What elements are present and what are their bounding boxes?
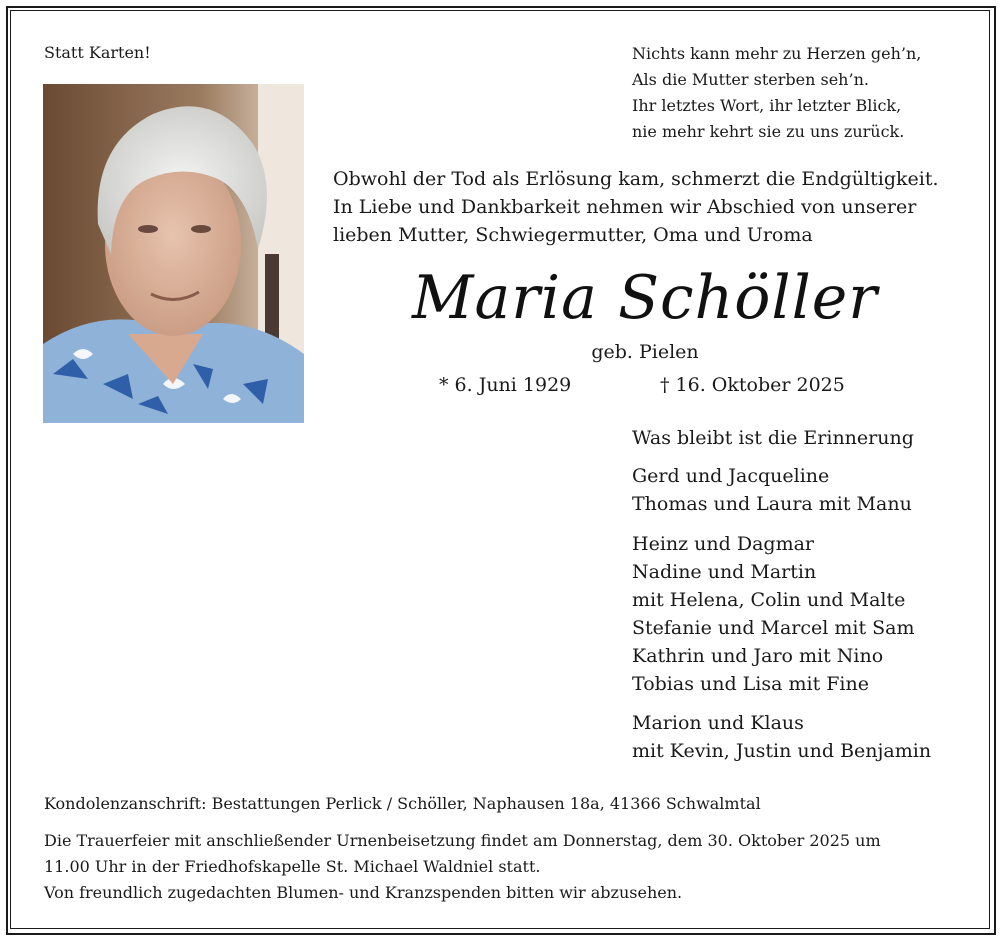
family-line: Thomas und Laura mit Manu	[632, 493, 912, 515]
intro-line: In Liebe und Dankbarkeit nehmen wir Abschied von unserer	[333, 196, 917, 218]
condolence-address: Kondolenzanschrift: Bestattungen Perlick / Schöller, Naphausen 18a, 41366 Schwalmtal	[44, 794, 761, 813]
birth-name: geb. Pielen	[591, 341, 699, 363]
intro-text	[333, 165, 939, 249]
poem-line: Nichts kann mehr zu Herzen geh’n,	[632, 44, 922, 63]
poem	[632, 41, 921, 145]
family-line: Kathrin und Jaro mit Nino	[632, 645, 884, 667]
family-line: Stefanie und Marcel mit Sam	[632, 617, 915, 639]
family-group	[632, 462, 912, 518]
family-line: Nadine und Martin	[632, 561, 817, 583]
intro-line: lieben Mutter, Schwiegermutter, Oma und Uroma	[333, 224, 813, 246]
ceremony-line: 11.00 Uhr in der Friedhofskapelle St. Michael Waldniel statt.	[44, 857, 541, 876]
statt-karten-label: Statt Karten!	[44, 43, 151, 62]
family-group	[632, 530, 915, 698]
family-line: Heinz und Dagmar	[632, 533, 815, 555]
poem-line: Als die Mutter sterben seh’n.	[632, 70, 869, 89]
family-group	[632, 709, 931, 765]
poem-line: Ihr letztes Wort, ihr letzter Blick,	[632, 96, 902, 115]
death-date: † 16. Oktober 2025	[660, 374, 845, 396]
intro-line: Obwohl der Tod als Erlösung kam, schmerzt die Endgültigkeit.	[333, 168, 939, 190]
birth-date: * 6. Juni 1929	[439, 374, 572, 396]
family-line: mit Helena, Colin und Malte	[632, 589, 906, 611]
poem-line: nie mehr kehrt sie zu uns zurück.	[632, 122, 905, 141]
ceremony-line: Von freundlich zugedachten Blumen- und Kranzspenden bitten wir abzusehen.	[44, 883, 683, 902]
portrait-photo	[43, 84, 304, 423]
family-line: Tobias und Lisa mit Fine	[632, 673, 869, 695]
family-line: mit Kevin, Justin und Benjamin	[632, 740, 932, 762]
ceremony-info	[44, 828, 881, 906]
family-line: Marion und Klaus	[632, 712, 804, 734]
deceased-name: Maria Schöller	[412, 263, 878, 333]
ceremony-line: Die Trauerfeier mit anschließender Urnenbeisetzung findet am Donnerstag, dem 30. Oktober 2025 um	[44, 831, 881, 850]
family-line: Gerd und Jacqueline	[632, 465, 830, 487]
memory-line: Was bleibt ist die Erinnerung	[632, 427, 914, 449]
